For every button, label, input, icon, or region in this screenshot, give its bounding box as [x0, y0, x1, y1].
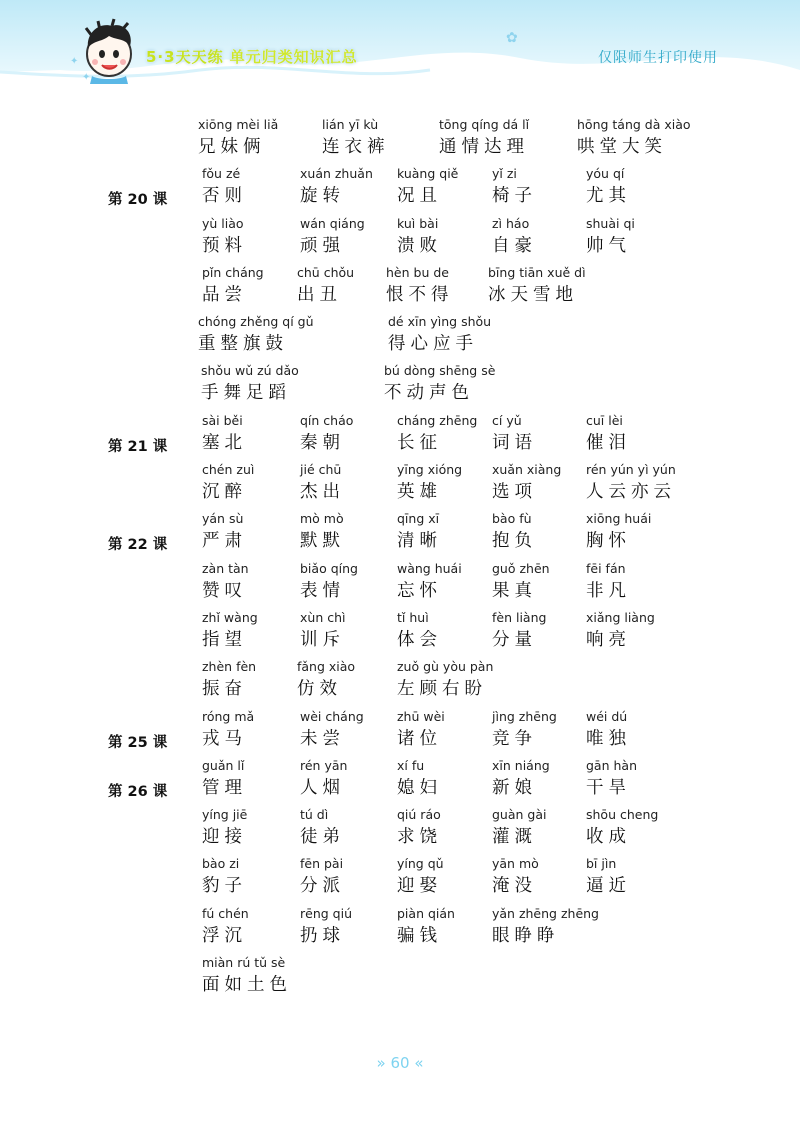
hanzi: 恨不得	[386, 284, 454, 305]
hanzi: 果真	[492, 580, 537, 601]
vocab-row	[0, 805, 800, 854]
hanzi: 椅子	[492, 186, 537, 207]
hanzi: 兄妹俩	[198, 137, 266, 157]
hanzi: 干旱	[586, 777, 631, 798]
vocab-row	[0, 953, 800, 1002]
pinyin: biǎo qíng	[300, 560, 358, 576]
pinyin: chén zuì	[202, 462, 255, 478]
hanzi: 杰出	[300, 482, 345, 503]
hanzi: 分量	[492, 629, 537, 650]
hanzi: 品尝	[202, 284, 247, 305]
vocab-word	[492, 509, 537, 553]
vocab-word	[586, 509, 651, 553]
hanzi: 秦朝	[300, 432, 345, 453]
hanzi: 新娘	[492, 777, 537, 798]
vocab-word	[397, 904, 455, 948]
hanzi: 表情	[300, 580, 345, 601]
vocab-word	[300, 411, 353, 455]
hanzi: 训斥	[300, 629, 345, 650]
vocab-word	[586, 756, 637, 800]
vocab-word	[439, 115, 529, 159]
pinyin: xiōng huái	[586, 511, 652, 527]
hanzi: 尤其	[586, 186, 631, 207]
vocab-word	[198, 115, 278, 159]
hanzi: 骗钱	[397, 925, 442, 946]
pinyin: cí yǔ	[492, 412, 522, 428]
vocab-row	[0, 657, 800, 706]
vocab-row	[0, 115, 800, 164]
pinyin: yíng qǔ	[397, 856, 444, 872]
hanzi: 塞北	[202, 432, 247, 453]
pinyin: wán qiáng	[300, 215, 365, 231]
cartoon-boy-mascot-icon	[78, 18, 140, 84]
vocab-word	[202, 805, 247, 849]
vocab-word	[492, 559, 550, 603]
pinyin: dé xīn yìng shǒu	[388, 314, 492, 330]
vocab-word	[300, 460, 345, 504]
pinyin: fǒu zé	[202, 166, 241, 182]
vocab-word	[397, 805, 442, 849]
pinyin: bào fù	[492, 511, 532, 527]
vocab-word	[297, 657, 355, 701]
pinyin: qín cháo	[300, 412, 354, 428]
hanzi: 旋转	[300, 186, 345, 207]
vocab-word	[397, 411, 477, 455]
hanzi: 分派	[300, 876, 345, 897]
pinyin: xīn niáng	[492, 757, 550, 773]
pinyin: zhèn fèn	[202, 659, 257, 675]
hanzi: 长征	[397, 432, 442, 453]
hanzi: 沉醉	[202, 482, 247, 503]
pinyin: guàn gài	[492, 807, 547, 823]
page-header	[0, 0, 800, 95]
vocab-word	[202, 509, 247, 553]
hanzi: 清晰	[397, 531, 442, 552]
hanzi: 通情达理	[439, 137, 529, 157]
hanzi: 灌溉	[492, 827, 537, 848]
hanzi: 词语	[492, 432, 537, 453]
vocab-word	[397, 608, 442, 652]
pinyin: róng mǎ	[202, 708, 255, 724]
hanzi: 连衣裤	[322, 137, 390, 157]
pinyin: bīng tiān xuě dì	[488, 264, 586, 280]
page-number-value: 60	[390, 1054, 410, 1072]
pinyin: fú chén	[202, 905, 249, 921]
pinyin: bī jìn	[586, 856, 617, 872]
hanzi: 抱负	[492, 531, 537, 552]
vocab-word	[586, 608, 655, 652]
vocab-row	[0, 854, 800, 903]
vocab-row	[0, 756, 800, 805]
vocab-word	[297, 263, 354, 307]
hanzi: 逼近	[586, 876, 631, 897]
vocab-word	[492, 411, 537, 455]
pinyin: yǐ zi	[492, 166, 517, 182]
hanzi: 响亮	[586, 629, 631, 650]
lesson-label: 第 22 课	[108, 537, 168, 554]
pinyin: piàn qián	[397, 905, 455, 921]
vocab-word	[492, 164, 537, 208]
pinyin: yán sù	[202, 511, 244, 527]
hanzi: 溃败	[397, 235, 442, 256]
vocab-word	[300, 509, 345, 553]
pinyin: rēng qiú	[300, 905, 352, 921]
vocab-word	[202, 904, 249, 948]
vocab-row	[0, 312, 800, 361]
vocab-word	[586, 460, 676, 504]
pinyin: zuǒ gù yòu pàn	[397, 659, 494, 675]
vocab-word	[492, 707, 557, 751]
hanzi: 人云亦云	[586, 482, 676, 503]
vocab-word	[202, 411, 247, 455]
vocab-word	[397, 707, 445, 751]
pinyin: xùn chì	[300, 609, 346, 625]
hanzi: 帅气	[586, 235, 631, 256]
pinyin: xiōng mèi liǎ	[198, 117, 279, 132]
pinyin: tú dì	[300, 807, 329, 823]
hanzi: 否则	[202, 186, 247, 207]
hanzi: 面如土色	[202, 975, 292, 996]
hanzi: 况且	[397, 186, 442, 207]
vocab-word	[586, 559, 631, 603]
hanzi: 英雄	[397, 482, 442, 503]
vocab-word	[300, 904, 352, 948]
hanzi: 默默	[300, 531, 345, 552]
vocab-word	[492, 756, 550, 800]
pinyin: fēn pài	[300, 856, 344, 872]
pinyin: mò mò	[300, 511, 344, 527]
pinyin: kuàng qiě	[397, 166, 459, 182]
pinyin: chóng zhěng qí gǔ	[198, 314, 314, 330]
pinyin: guǎn lǐ	[202, 757, 245, 773]
vocab-word	[586, 411, 631, 455]
vocab-word	[577, 115, 691, 159]
series-title	[146, 46, 358, 67]
hanzi: 忘怀	[397, 580, 442, 601]
flower-decoration-icon: ✿	[506, 30, 518, 46]
pinyin: gān hàn	[586, 757, 637, 773]
vocab-word	[397, 214, 442, 258]
hanzi: 浮沉	[202, 925, 247, 946]
hanzi: 非凡	[586, 580, 631, 601]
pinyin: cuī lèi	[586, 412, 623, 428]
hanzi: 催泪	[586, 432, 631, 453]
vocab-word	[388, 312, 491, 356]
page-number-left-arrow-icon: »	[376, 1054, 386, 1072]
vocab-word	[586, 854, 631, 898]
hanzi: 体会	[397, 629, 442, 650]
vocab-word	[300, 214, 365, 258]
pinyin: wèi cháng	[300, 708, 364, 724]
vocab-word	[397, 164, 458, 208]
vocab-word	[586, 164, 631, 208]
vocab-word	[300, 707, 364, 751]
hanzi: 未尝	[300, 728, 345, 749]
vocab-row	[0, 263, 800, 312]
pinyin: miàn rú tǔ sè	[202, 955, 286, 971]
hanzi: 胸怀	[586, 531, 631, 552]
vocab-word	[492, 805, 546, 849]
vocab-row	[0, 361, 800, 410]
series-subtitle: 单元归类知识汇总	[229, 48, 358, 66]
pinyin: yǎn zhēng zhēng	[492, 905, 599, 921]
hanzi: 豹子	[202, 876, 247, 897]
hanzi: 徒弟	[300, 827, 345, 848]
vocab-word	[586, 214, 635, 258]
vocab-word	[202, 657, 256, 701]
vocab-word	[492, 854, 539, 898]
hanzi: 严肃	[202, 531, 247, 552]
hanzi: 振奋	[202, 679, 247, 700]
vocab-word	[397, 559, 462, 603]
vocab-word	[300, 756, 347, 800]
vocab-row	[0, 214, 800, 263]
vocab-word	[397, 460, 462, 504]
pinyin: jié chū	[300, 462, 342, 478]
vocab-row	[0, 608, 800, 657]
series-title-text: 5·3天天练	[146, 48, 224, 66]
pinyin: yíng jiē	[202, 807, 248, 823]
usage-note: 仅限师生打印使用	[598, 50, 718, 66]
vocab-word	[397, 509, 442, 553]
vocab-word	[386, 263, 454, 307]
star-decoration-icon: ✦	[82, 72, 91, 83]
vocab-word	[488, 263, 586, 307]
hanzi: 管理	[202, 777, 247, 798]
pinyin: zàn tàn	[202, 560, 249, 576]
vocabulary-list	[0, 115, 800, 1002]
vocab-word	[202, 460, 254, 504]
vocab-word	[492, 608, 546, 652]
hanzi: 迎接	[202, 827, 247, 848]
pinyin: xuǎn xiàng	[492, 462, 562, 478]
vocab-word	[492, 460, 561, 504]
hanzi: 冰天雪地	[488, 284, 578, 305]
hanzi: 哄堂大笑	[577, 137, 667, 157]
vocab-word	[384, 361, 495, 405]
hanzi: 顽强	[300, 235, 345, 256]
pinyin: jìng zhēng	[492, 708, 557, 724]
hanzi: 赞叹	[202, 580, 247, 601]
hanzi: 手舞足蹈	[201, 383, 291, 404]
pinyin: zhū wèi	[397, 708, 445, 724]
pinyin: guǒ zhēn	[492, 560, 550, 576]
vocab-word	[198, 312, 314, 356]
hanzi: 扔球	[300, 925, 345, 946]
pinyin: yóu qí	[586, 166, 625, 182]
vocab-word	[202, 854, 247, 898]
vocab-word	[201, 361, 299, 405]
vocab-word	[202, 263, 264, 307]
hanzi: 重整旗鼓	[198, 334, 288, 355]
hanzi: 迎娶	[397, 876, 442, 897]
vocab-word	[322, 115, 390, 159]
lesson-label: 第 25 课	[108, 734, 168, 751]
vocab-row	[0, 411, 800, 460]
hanzi: 指望	[202, 629, 247, 650]
pinyin: hōng táng dà xiào	[577, 117, 691, 132]
hanzi: 出丑	[297, 284, 342, 305]
pinyin: zì háo	[492, 215, 530, 231]
pinyin: wéi dú	[586, 708, 628, 724]
vocab-word	[397, 657, 493, 701]
vocab-word	[300, 164, 373, 208]
pinyin: shǒu wǔ zú dǎo	[201, 363, 299, 379]
pinyin: bú dòng shēng sè	[384, 363, 496, 379]
page-number-right-arrow-icon: «	[414, 1054, 424, 1072]
vocab-word	[300, 559, 358, 603]
pinyin: hèn bu de	[386, 264, 449, 280]
vocab-word	[300, 608, 345, 652]
hanzi: 收成	[586, 827, 631, 848]
hanzi: 媳妇	[397, 777, 442, 798]
hanzi: 左顾右盼	[397, 679, 487, 700]
vocab-word	[586, 805, 658, 849]
pinyin: yù liào	[202, 215, 244, 231]
vocab-word	[202, 164, 247, 208]
pinyin: kuì bài	[397, 215, 439, 231]
hanzi: 诸位	[397, 728, 442, 749]
pinyin: zhǐ wàng	[202, 609, 258, 625]
vocab-word	[202, 559, 249, 603]
pinyin: tōng qíng dá lǐ	[439, 117, 530, 132]
pinyin: shōu cheng	[586, 807, 659, 823]
pinyin: pǐn cháng	[202, 264, 264, 280]
pinyin: xuán zhuǎn	[300, 166, 373, 182]
pinyin: rén yún yì yún	[586, 462, 676, 478]
pinyin: chū chǒu	[297, 264, 355, 280]
pinyin: qīng xī	[397, 511, 440, 527]
vocab-word	[202, 953, 292, 997]
pinyin: lián yī kù	[322, 117, 379, 132]
vocab-row	[0, 509, 800, 558]
vocab-word	[492, 214, 537, 258]
lesson-label: 第 20 课	[108, 192, 168, 209]
vocab-row	[0, 707, 800, 756]
pinyin: sài běi	[202, 412, 243, 428]
vocab-word	[397, 854, 444, 898]
vocab-word	[586, 707, 631, 751]
pinyin: shuài qi	[586, 215, 635, 231]
pinyin: fǎng xiào	[297, 659, 356, 675]
vocab-word	[300, 805, 345, 849]
pinyin: qiú ráo	[397, 807, 441, 823]
star-decoration-icon: ✦	[70, 56, 79, 67]
hanzi: 唯独	[586, 728, 631, 749]
vocab-word	[202, 608, 258, 652]
hanzi: 淹没	[492, 876, 537, 897]
vocab-word	[397, 756, 442, 800]
vocab-word	[202, 707, 254, 751]
hanzi: 选项	[492, 482, 537, 503]
vocab-word	[300, 854, 345, 898]
hanzi: 自豪	[492, 235, 537, 256]
pinyin: cháng zhēng	[397, 412, 478, 428]
hanzi: 人烟	[300, 777, 345, 798]
pinyin: yīng xióng	[397, 462, 463, 478]
vocab-row	[0, 559, 800, 608]
lesson-label: 第 26 课	[108, 783, 168, 800]
vocab-row	[0, 164, 800, 213]
vocab-row	[0, 904, 800, 953]
vocab-row	[0, 460, 800, 509]
vocab-word	[202, 214, 247, 258]
hanzi: 仿效	[297, 679, 342, 700]
pinyin: tǐ huì	[397, 609, 429, 625]
pinyin: yān mò	[492, 856, 539, 872]
pinyin: bào zi	[202, 856, 240, 872]
hanzi: 眼睁睁	[492, 925, 560, 946]
vocab-word	[492, 904, 599, 948]
hanzi: 求饶	[397, 827, 442, 848]
vocab-word	[202, 756, 247, 800]
pinyin: xiǎng liàng	[586, 609, 655, 625]
lesson-label: 第 21 课	[108, 438, 168, 455]
hanzi: 得心应手	[388, 334, 478, 355]
hanzi: 竞争	[492, 728, 537, 749]
page-number	[0, 1054, 800, 1072]
pinyin: xí fu	[397, 757, 425, 773]
pinyin: fèn liàng	[492, 609, 547, 625]
pinyin: rén yān	[300, 757, 348, 773]
hanzi: 预料	[202, 235, 247, 256]
hanzi: 戎马	[202, 728, 247, 749]
pinyin: wàng huái	[397, 560, 462, 576]
pinyin: fēi fán	[586, 560, 626, 576]
hanzi: 不动声色	[384, 383, 474, 404]
